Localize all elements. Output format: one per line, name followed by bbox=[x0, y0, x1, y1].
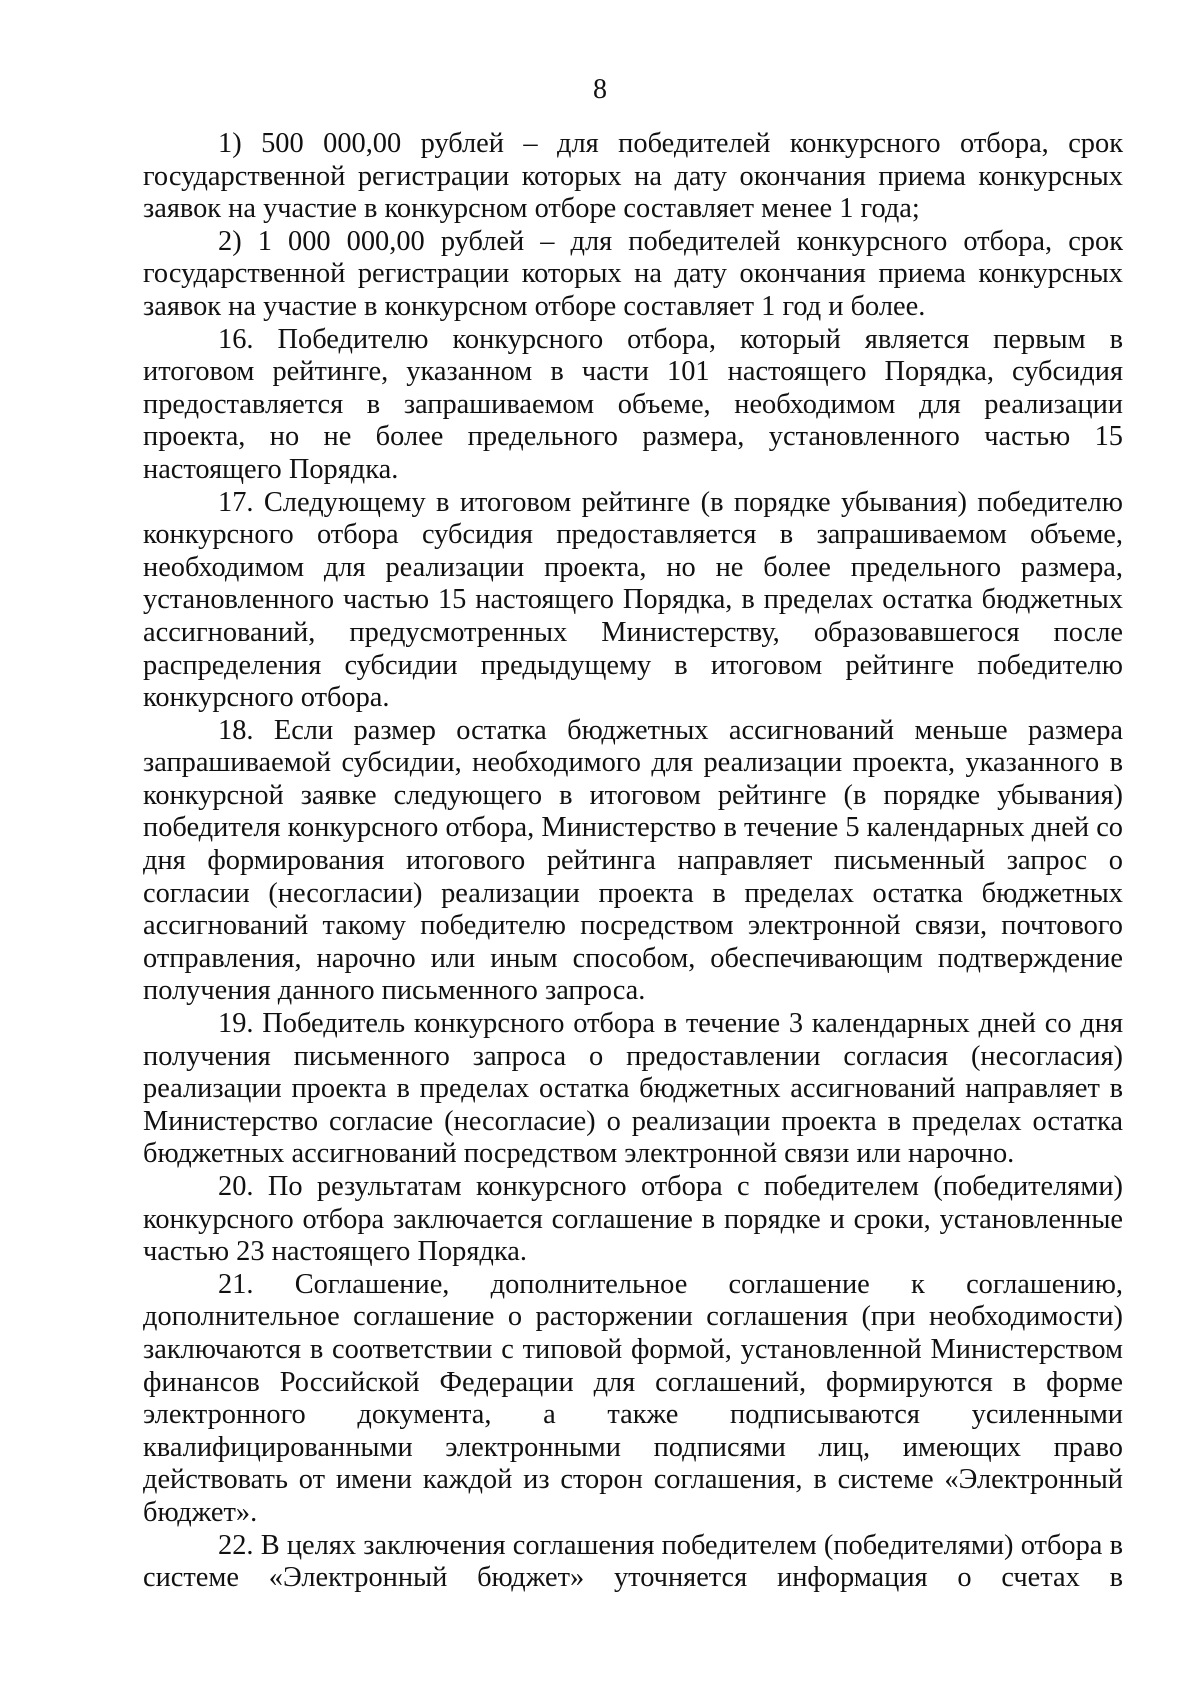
page-number: 8 bbox=[593, 74, 607, 105]
paragraph-20: 20. По результатам конкурсного отбора с победителем (победителями) конкурсного отбора заключается соглашение в порядке и сроки, установленные частью 23 настоящего Порядка. bbox=[143, 1171, 1123, 1268]
paragraph-18: 18. Если размер остатка бюджетных ассигнований меньше размера запрашиваемой субсидии, необходимого для реализации проекта, указанного в конкурсной заявке следующего в итоговом рейтинге (в порядке убывания) победителя конкурсного отбора, Министерство в течение 5 календарных дней со дня формирования итогового рейтинга направляет письменный запрос о согласии (несогласии) реализации проекта в пределах остатка бюджетных ассигнований такому победителю посредством электронной связи, почтового отправления, нарочно или иным способом, обеспечивающим подтверждение получения данного письменного запроса. bbox=[143, 714, 1123, 1007]
paragraph-16: 16. Победителю конкурсного отбора, который является первым в итоговом рейтинге, указанном в части 101 настоящего Порядка, субсидия предоставляется в запрашиваемом объеме, необходимом для реализации проекта, но не более предельного размера, установленного частью 15 настоящего Порядка. bbox=[143, 323, 1123, 485]
document-body bbox=[143, 128, 1123, 1595]
paragraph-21: 21. Соглашение, дополнительное соглашение к соглашению, дополнительное соглашение о расторжении соглашения (при необходимости) заключаются в соответствии с типовой формой, установленной Министерством финансов Российской Федерации для соглашений, формируются в форме электронного документа, а также подписываются усиленными квалифицированными электронными подписями лиц, имеющих право действовать от имени каждой из сторон соглашения, в системе «Электронный бюджет». bbox=[143, 1268, 1123, 1528]
paragraph-22: 22. В целях заключения соглашения победителем (победителями) отбора в системе «Электронный бюджет» уточняется информация о счетах в bbox=[143, 1529, 1123, 1594]
paragraph-17: 17. Следующему в итоговом рейтинге (в порядке убывания) победителю конкурсного отбора субсидия предоставляется в запрашиваемом объеме, необходимом для реализации проекта, но не более предельного размера, установленного частью 15 настоящего Порядка, в пределах остатка бюджетных ассигнований, предусмотренных Министерству, образовавшегося после распределения субсидии предыдущему в итоговом рейтинге победителю конкурсного отбора. bbox=[143, 486, 1123, 714]
paragraph-item-2: 2) 1 000 000,00 рублей – для победителей конкурсного отбора, срок государственной регистрации которых на дату окончания приема конкурсных заявок на участие в конкурсном отборе составляет 1 год и более. bbox=[143, 225, 1123, 322]
paragraph-19: 19. Победитель конкурсного отбора в течение 3 календарных дней со дня получения письменного запроса о предоставлении согласия (несогласия) реализации проекта в пределах остатка бюджетных ассигнований направляет в Министерство согласие (несогласие) о реализации проекта в пределах остатка бюджетных ассигнований посредством электронной связи или нарочно. bbox=[143, 1008, 1123, 1170]
paragraph-item-1: 1) 500 000,00 рублей – для победителей конкурсного отбора, срок государственной регистрации которых на дату окончания приема конкурсных заявок на участие в конкурсном отборе составляет менее 1 года; bbox=[143, 128, 1123, 225]
